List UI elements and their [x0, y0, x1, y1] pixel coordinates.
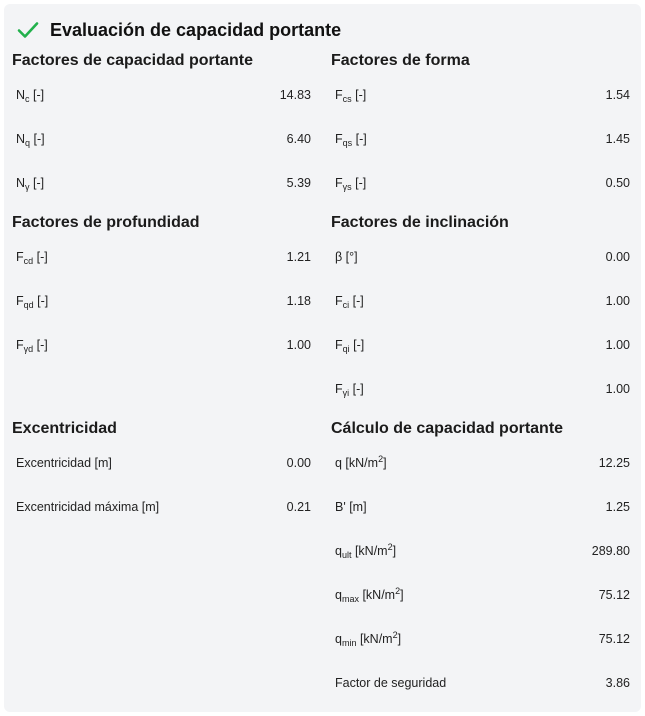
- factor-row-fcd: [16, 247, 311, 267]
- max-eccentricity-row: [16, 497, 311, 517]
- factor-value: 1.00: [605, 294, 630, 308]
- factor-row-fgammas: [335, 173, 630, 193]
- factor-value: 6.40: [286, 132, 311, 146]
- factor-label: $N_q$ [-]: [16, 132, 45, 148]
- calc-row-qmin: [335, 629, 630, 649]
- row-label: $q_{ult}$ $[kN/m^2]$: [335, 542, 397, 560]
- factor-value: 1.00: [605, 338, 630, 352]
- shape-factors-section: [331, 49, 630, 199]
- factor-value: 1.45: [605, 132, 630, 146]
- inclination-factors-section: [331, 211, 630, 405]
- row-label: $q_{min}$ $[kN/m^2]$: [335, 630, 402, 648]
- section-title: Excentricidad: [12, 420, 117, 437]
- factor-label: $F_{cs}$ [-]: [335, 88, 367, 104]
- factor-row-fcs: [335, 85, 630, 105]
- section-title: Factores de capacidad portante: [12, 52, 253, 69]
- check-icon: [16, 18, 40, 42]
- factor-label: $F_{qs}$ [-]: [335, 132, 367, 148]
- factor-row-nq: [16, 129, 311, 149]
- row-value: 289.80: [591, 544, 630, 558]
- row-label: $q_{max}$ $[kN/m^2]$: [335, 586, 404, 604]
- factor-value: 14.83: [279, 88, 311, 102]
- factor-label: β [°]: [335, 250, 358, 264]
- eccentricity-section: [12, 417, 311, 523]
- row-value: 75.12: [598, 632, 630, 646]
- bearing-capacity-panel: [4, 4, 641, 712]
- section-title: Cálculo de capacidad portante: [331, 420, 564, 437]
- factor-label: $F_{\gamma d}$ [-]: [16, 338, 48, 354]
- section-title: Factores de forma: [331, 52, 470, 69]
- factor-label: $F_{qi}$ [-]: [335, 338, 365, 354]
- factor-label: $F_{qd}$ [-]: [16, 294, 49, 310]
- section-title: Factores de inclinación: [331, 214, 509, 231]
- depth-factors-section: [12, 211, 311, 361]
- factor-row-ngamma: [16, 173, 311, 193]
- factor-value: 1.00: [286, 338, 311, 352]
- factor-row-fqd: [16, 291, 311, 311]
- row-label: Excentricidad máxima [m]: [16, 500, 160, 514]
- panel-header: [16, 18, 341, 42]
- factor-row-fqs: [335, 129, 630, 149]
- row-value: 3.86: [605, 676, 630, 690]
- section-title: Factores de profundidad: [12, 214, 200, 231]
- calc-row-q: [335, 453, 630, 473]
- factor-row-fqi: [335, 335, 630, 355]
- calc-row-qmax: [335, 585, 630, 605]
- panel-title: Evaluación de capacidad portante: [50, 19, 342, 40]
- factor-row-nc: [16, 85, 311, 105]
- row-value: 1.25: [605, 500, 630, 514]
- row-label: Excentricidad [m]: [16, 456, 112, 470]
- factor-label: $F_{ci}$ [-]: [335, 294, 364, 310]
- row-label: q $[kN/m^2]$: [335, 454, 387, 470]
- factor-value: 0.50: [605, 176, 630, 190]
- factor-value: 0.00: [605, 250, 630, 264]
- eccentricity-row: [16, 453, 311, 473]
- calc-row-b: [335, 497, 630, 517]
- factor-value: 1.54: [605, 88, 630, 102]
- factor-value: 5.39: [286, 176, 311, 190]
- factor-row-fci: [335, 291, 630, 311]
- calc-row-safety-factor: [335, 673, 630, 693]
- row-value: 12.25: [598, 456, 630, 470]
- factor-label: $F_{cd}$ [-]: [16, 250, 48, 266]
- factor-label: $N_\gamma$ [-]: [16, 176, 45, 192]
- factor-row-fgammai: [335, 379, 630, 399]
- factor-row-fgammad: [16, 335, 311, 355]
- row-value: 75.12: [598, 588, 630, 602]
- calculation-section: [331, 417, 630, 699]
- row-label: B' [m]: [335, 500, 367, 514]
- factor-value: 1.18: [286, 294, 311, 308]
- factor-label: $F_{\gamma s}$ [-]: [335, 176, 367, 192]
- factor-label: $F_{\gamma i}$ [-]: [335, 382, 364, 398]
- factor-value: 1.21: [286, 250, 311, 264]
- row-value: 0.21: [286, 500, 311, 514]
- factor-value: 1.00: [605, 382, 630, 396]
- row-label: Factor de seguridad: [335, 676, 447, 690]
- factor-label: $N_c$ [-]: [16, 88, 45, 104]
- bearing-factors-section: [12, 49, 311, 199]
- factor-row-beta: [335, 247, 630, 267]
- calc-row-qult: [335, 541, 630, 561]
- row-value: 0.00: [286, 456, 311, 470]
